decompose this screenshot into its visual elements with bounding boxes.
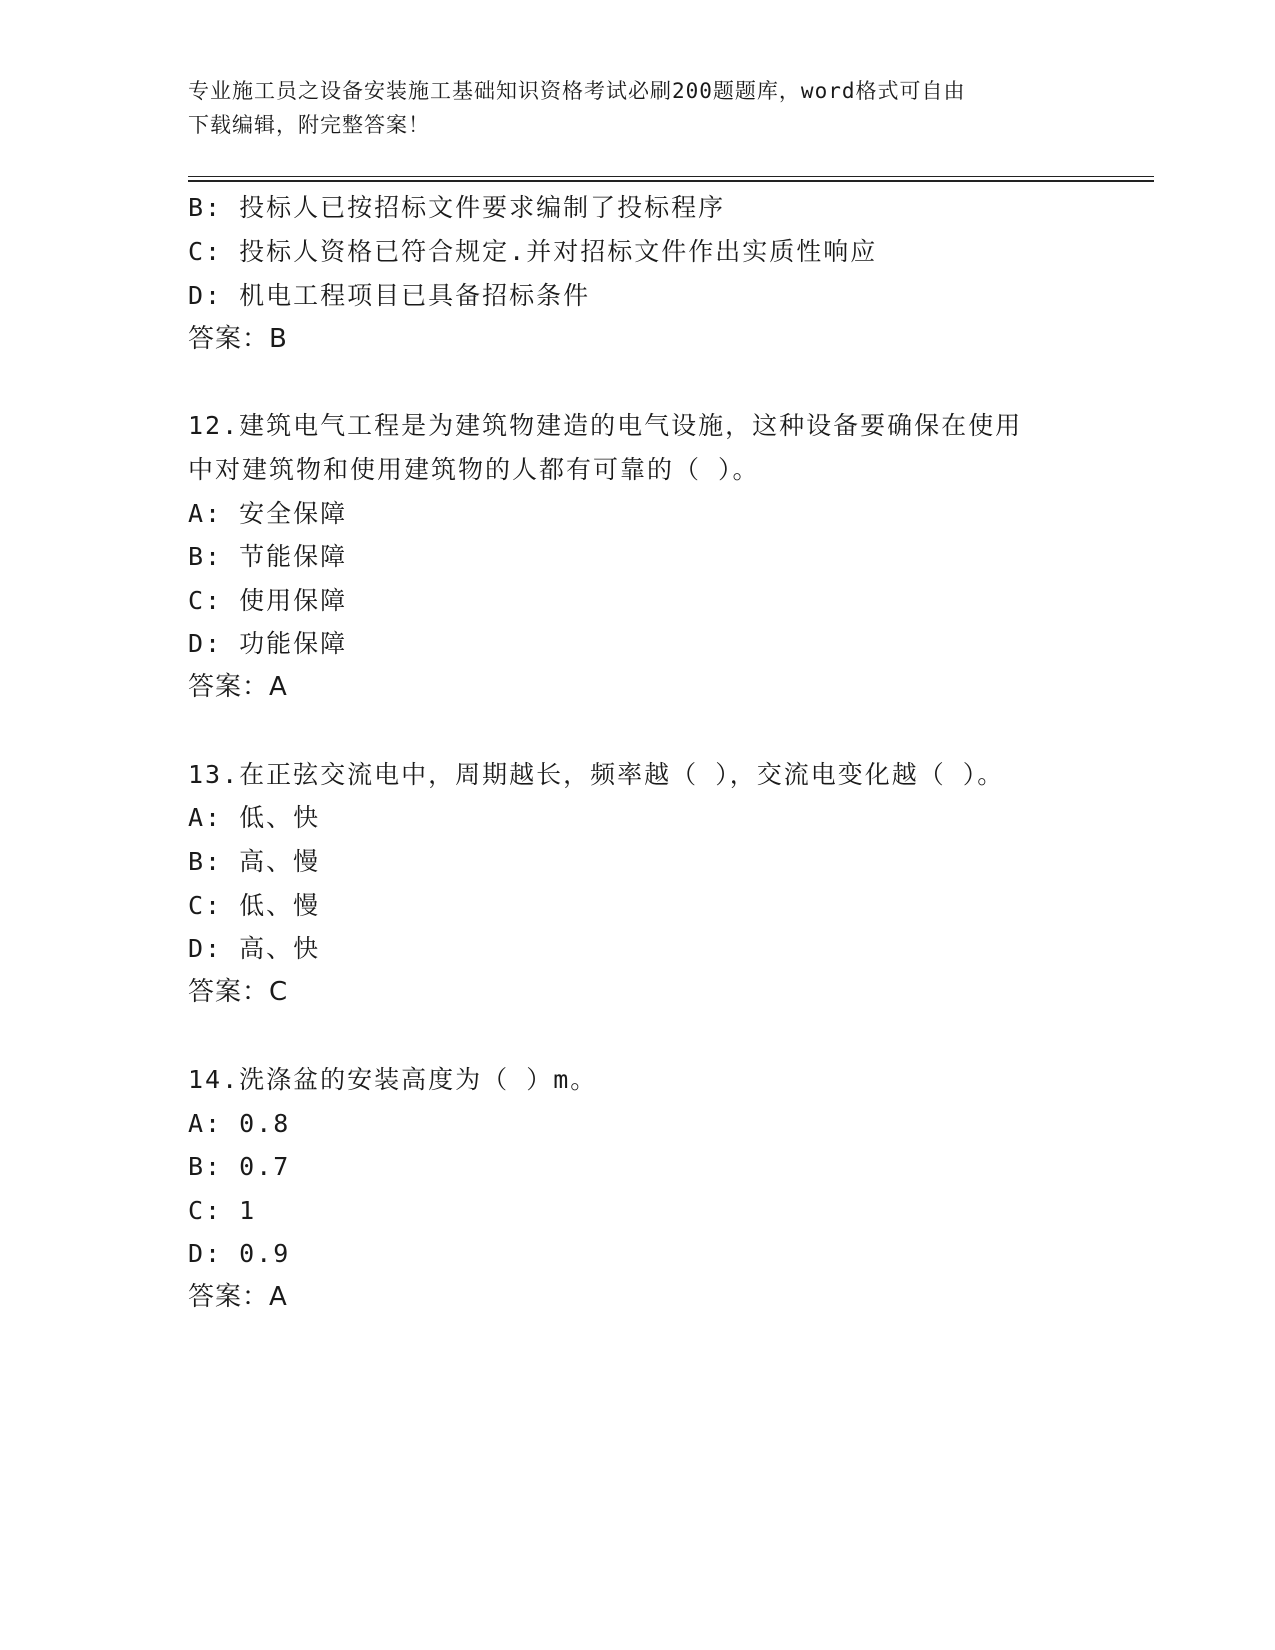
option-a: A: 0.8 — [188, 1109, 291, 1138]
option-b: B: 高、慢 — [188, 847, 321, 876]
header-line-1: 专业施工员之设备安装施工基础知识资格考试必刷200题题库，word格式可自由 — [188, 79, 966, 103]
header-divider-thin — [188, 176, 1154, 177]
option-b: B: 节能保障 — [188, 542, 348, 571]
option-c: C: 使用保障 — [188, 586, 348, 615]
option-c: C: 投标人资格已符合规定.并对招标文件作出实质性响应 — [188, 237, 878, 266]
question-text: 14.洗涤盆的安装高度为（ ）m。 — [188, 1065, 598, 1094]
option-c: C: 1 — [188, 1196, 257, 1225]
question-text: 13.在正弦交流电中，周期越长，频率越（ ），交流电变化越（ ）。 — [188, 760, 1005, 789]
header-divider-thick — [188, 180, 1154, 182]
option-b: B: 0.7 — [188, 1152, 291, 1181]
answer: 答案：B — [188, 324, 288, 354]
option-d: D: 高、快 — [188, 934, 321, 963]
option-a: A: 安全保障 — [188, 499, 348, 528]
answer: 答案：C — [188, 977, 289, 1007]
question-text-line-1: 12.建筑电气工程是为建筑物建造的电气设施，这种设备要确保在使用 — [188, 411, 1023, 440]
option-d: D: 0.9 — [188, 1239, 291, 1268]
question-text-line-2: 中对建筑物和使用建筑物的人都有可靠的（ ）。 — [188, 455, 760, 484]
answer: 答案：A — [188, 672, 288, 702]
option-a: A: 低、快 — [188, 803, 321, 832]
option-d: D: 功能保障 — [188, 629, 348, 658]
document-header — [188, 74, 1068, 142]
option-c: C: 低、慢 — [188, 891, 321, 920]
option-d: D: 机电工程项目已具备招标条件 — [188, 281, 591, 310]
answer: 答案：A — [188, 1282, 288, 1312]
option-b: B: 投标人已按招标文件要求编制了投标程序 — [188, 193, 726, 222]
header-line-2: 下载编辑，附完整答案！ — [188, 113, 430, 137]
